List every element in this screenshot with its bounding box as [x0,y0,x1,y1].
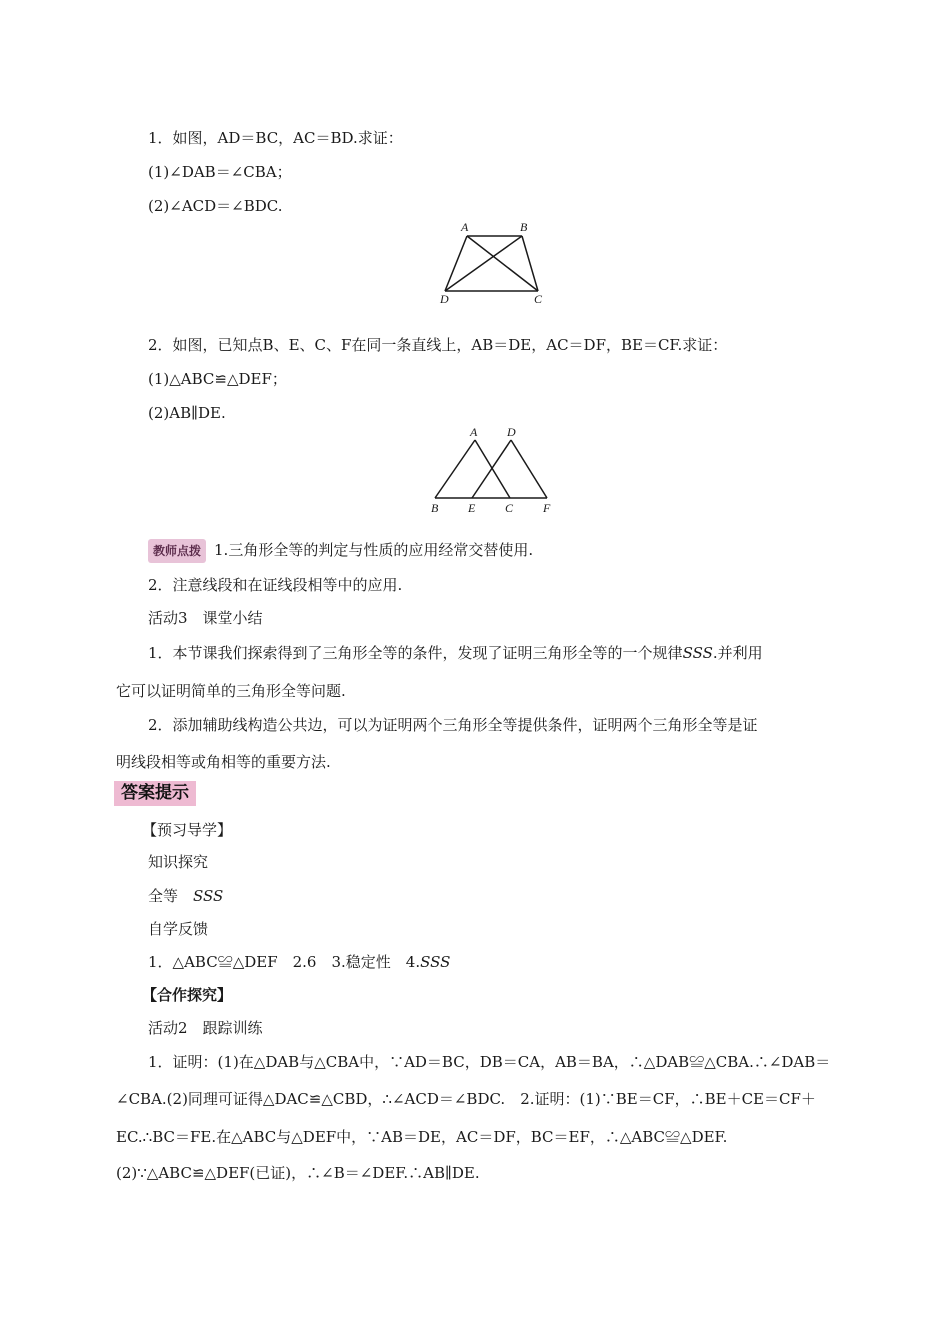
coop-heading: 【合作探究】 [142,986,233,1004]
label-b: B [431,501,439,515]
label-c: C [534,292,543,306]
teacher-tip-point2: 2．注意线段和在证线段相等中的应用. [148,576,403,594]
activity3-p1-line2: 它可以证明简单的三角形全等问题. [116,682,346,700]
solution-line3: EC.∴BC＝FE.在△ABC与△DEF中，∵AB＝DE，AC＝DF，BC＝EF，∴△ABC≌△DEF. [116,1128,728,1146]
activity2-heading: 活动2 跟踪训练 [148,1019,263,1037]
teacher-tip-line1 [148,539,533,563]
q1-part2: (2)∠ACD＝∠BDC. [148,197,283,215]
feedback-answers-sss: SSS [420,953,451,971]
activity3-p1-line1 [148,643,763,663]
label-a: A [461,220,469,234]
triangles-lines [435,440,547,498]
label-e: E [468,501,476,515]
q1-trapezoid-figure [430,218,560,312]
q1-stem: 1．如图，AD＝BC，AC＝BD.求证： [148,129,403,147]
activity3-p1-post: .并利用 [712,644,763,662]
answers-badge: 答案提示 [114,781,196,806]
label-d: D [440,292,449,306]
solution-line1: 1．证明：(1)在△DAB与△CBA中，∵AD＝BC，DB＝CA，AB＝BA，∴△DAB≌△CBA.∴∠DAB＝ [148,1053,831,1071]
feedback-answers-text: 1．△ABC≌△DEF 2.6 3.稳定性 4. [148,953,421,971]
teacher-tip-point1: 1.三角形全等的判定与性质的应用经常交替使用. [214,541,534,559]
q2-part1: (1)△ABC≌△DEF； [148,370,287,388]
label-d: D [507,425,516,439]
feedback-answers [148,952,450,972]
trapezoid-lines [445,236,538,291]
solution-line2: ∠CBA.(2)同理可证得△DAC≌△CBD，∴∠ACD＝∠BDC. 2.证明：(1)∵BE＝CF，∴BE＋CE＝CF＋ [116,1090,816,1108]
self-feedback-heading: 自学反馈 [148,920,209,938]
activity3-p1-text: 1．本节课我们探索得到了三角形全等的条件，发现了证明三角形全等的一个规律 [148,644,683,662]
preview-heading: 【预习导学】 [142,821,233,839]
q1-part1: (1)∠DAB＝∠CBA； [148,163,292,181]
knowledge-answer-text: 全等 [148,887,194,905]
knowledge-heading: 知识探究 [148,853,209,871]
q2-stem: 2．如图，已知点B、E、C、F在同一条直线上，AB＝DE，AC＝DF，BE＝CF.求证： [148,336,728,354]
knowledge-answer-sss: SSS [193,887,224,905]
label-c: C [505,501,514,515]
q2-part2: (2)AB∥DE. [148,404,226,422]
activity3-p1-sss: SSS [682,644,713,662]
label-a: A [470,425,478,439]
knowledge-answer [148,886,223,906]
activity3-p2-line2: 明线段相等或角相等的重要方法. [116,753,331,771]
teacher-tip-badge: 教师点拨 [148,539,206,563]
activity3-p2-line1: 2．添加辅助线构造公共边，可以为证明两个三角形全等提供条件，证明两个三角形全等是证 [148,716,758,734]
solution-line4: (2)∵△ABC≌△DEF(已证)，∴∠B＝∠DEF.∴AB∥DE. [116,1164,480,1182]
label-b: B [520,220,528,234]
q2-triangles-figure [425,424,565,523]
activity3-title: 活动3 课堂小结 [148,609,263,627]
label-f: F [543,501,551,515]
